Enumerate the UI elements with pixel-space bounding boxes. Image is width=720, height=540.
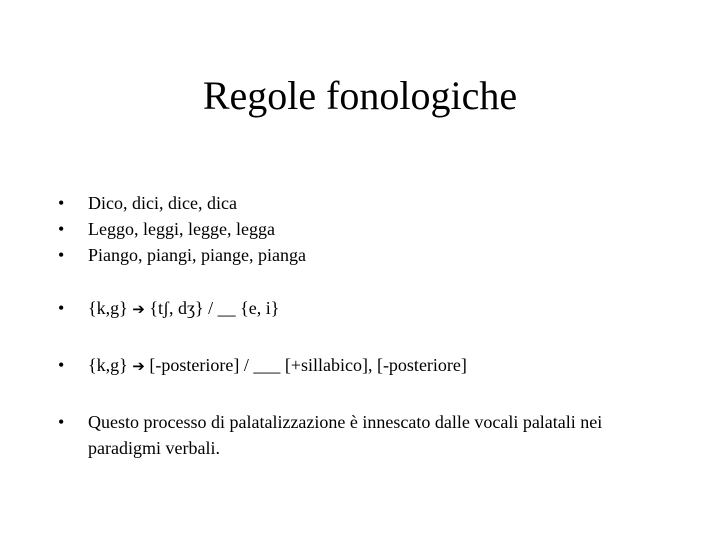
bullet-item-leggo [58, 216, 678, 242]
bullet-item-rule-palatal [58, 295, 678, 322]
bullet-item-explanation [58, 409, 678, 461]
bullet-item-piango [58, 242, 678, 268]
rule-input: {k,g} [88, 355, 128, 375]
rule-output: {tʃ, dʒ} / __ {e, i} [149, 298, 280, 318]
bullet-item-rule-features [58, 352, 678, 379]
bullet-item-dico [58, 190, 678, 216]
arrow-right-icon: ➔ [132, 357, 145, 375]
bullet-icon: • [58, 412, 65, 432]
bullet-text: Questo processo di palatalizzazione è innescato dalle vocali palatali nei paradigmi verbali. [88, 412, 603, 458]
bullet-icon: • [58, 193, 65, 213]
rule-input: {k,g} [88, 298, 128, 318]
slide-title: Regole fonologiche [202, 73, 518, 118]
rule-output: [-posteriore] / ___ [+sillabico], [-posteriore] [149, 355, 467, 375]
bullet-list [58, 190, 678, 461]
bullet-text: Leggo, leggi, legge, legga [88, 219, 275, 239]
bullet-icon: • [58, 219, 65, 239]
bullet-icon: • [58, 298, 65, 318]
bullet-icon: • [58, 245, 65, 265]
bullet-icon: • [58, 355, 65, 375]
bullet-text: Dico, dici, dice, dica [88, 193, 237, 213]
bullet-text: Piango, piangi, piange, pianga [88, 245, 306, 265]
arrow-right-icon: ➔ [132, 300, 145, 318]
